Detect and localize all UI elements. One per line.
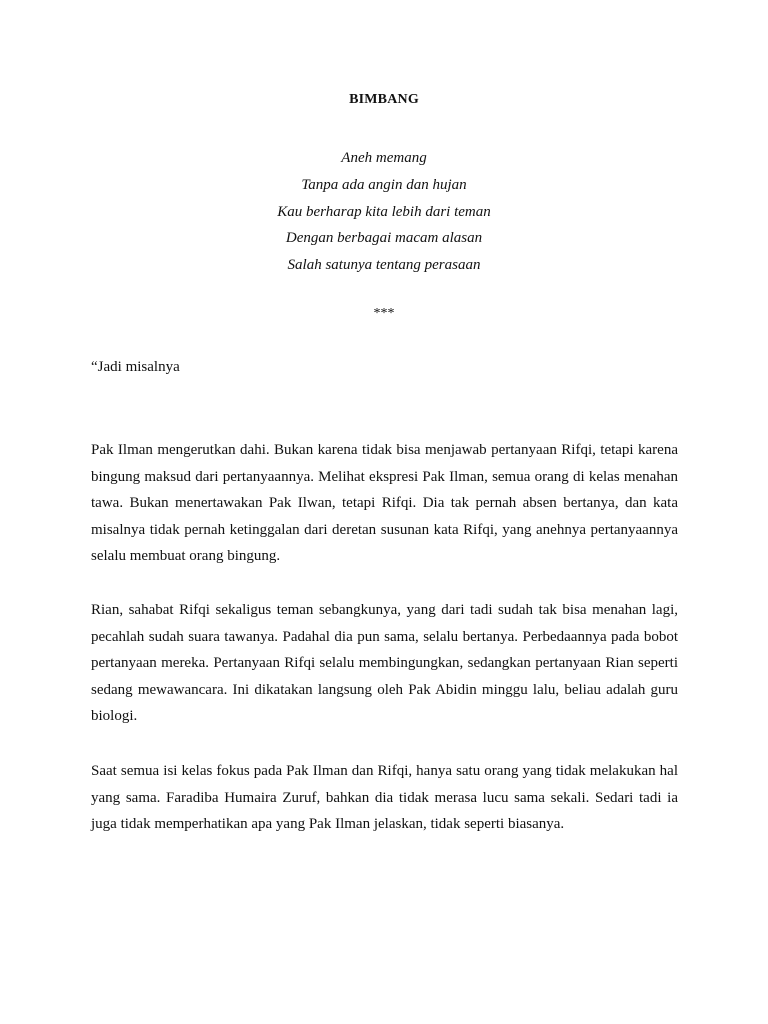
document-title: BIMBANG <box>349 92 419 107</box>
poem-line: Salah satunya tentang perasaan <box>287 257 481 274</box>
poem-line: Kau berharap kita lebih dari teman <box>277 203 491 220</box>
poem-line: Aneh memang <box>341 150 427 166</box>
opening-quote: “Jadi misalnya <box>91 359 180 375</box>
body-paragraph: Rian, sahabat Rifqi sekaligus teman sebangkunya, yang dari tadi sudah tak bisa menahan lagi, pecahlah sudah suara tawanya. Padahal dia pun sama, selalu bertanya. Perbedaannya pada bobot pertanyaan mereka. Pertanyaan Rifqi selalu membingungkan, sedangkan pertanyaan Rian seperti sedang mewawancara. Ini dikatakan langsung oleh Pak Abidin minggu lalu, beliau adalah guru biologi. <box>91 602 678 725</box>
body-paragraph: Saat semua isi kelas fokus pada Pak Ilman dan Rifqi, hanya satu orang yang tidak melakukan hal yang sama. Faradiba Humaira Zuruf, bahkan dia tidak merasa lucu sama sekali. Sedari tadi ia juga tidak memperhatikan apa yang Pak Ilman jelaskan, tidak seperti biasanya. <box>91 763 678 833</box>
poem-line: Tanpa ada angin dan hujan <box>301 176 467 193</box>
poem-line: Dengan berbagai macam alasan <box>285 230 483 247</box>
poem-stanza <box>0 145 768 279</box>
body-paragraph: Pak Ilman mengerutkan dahi. Bukan karena tidak bisa menjawab pertanyaan Rifqi, tetapi karena bingung maksud dari pertanyaannya. Melihat ekspresi Pak Ilman, semua orang di kelas menahan tawa. Bukan menertawakan Pak Ilwan, tetapi Rifqi. Dia tak pernah absen bertanya, dan kata misalnya tidak pernah ketinggalan dari deretan susunan kata Rifqi, yang anehnya pertanyaannya selalu membuat orang bingung. <box>91 442 678 565</box>
section-separator: *** <box>373 306 395 321</box>
